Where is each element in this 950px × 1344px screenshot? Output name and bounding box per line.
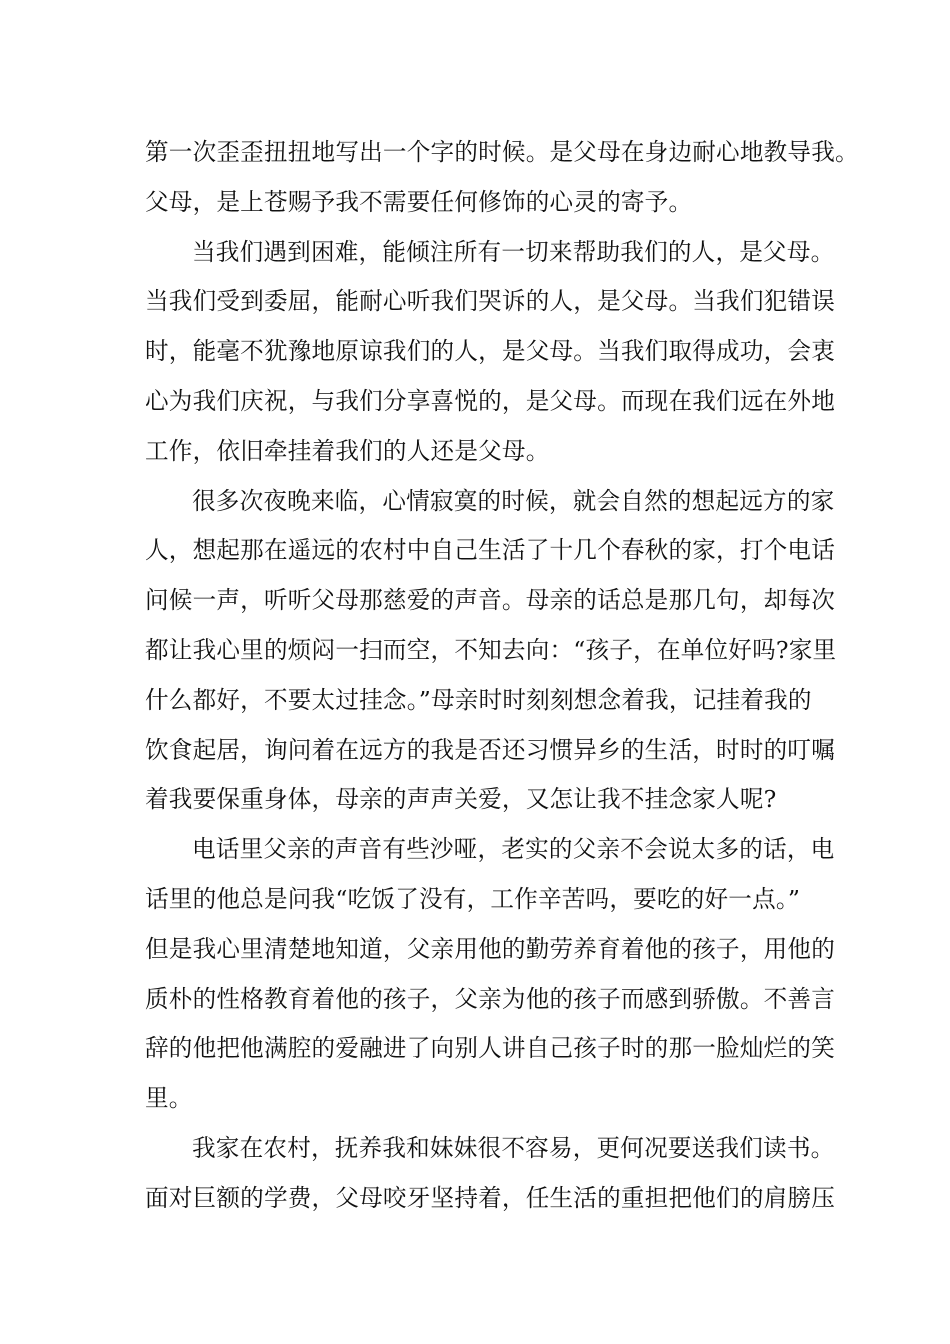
text-line: 时，能毫不犹豫地原谅我们的人，是父母。当我们取得成功，会衷 bbox=[145, 337, 836, 366]
text-line: 都让我心里的烦闷一扫而空，不知去向：“孩子，在单位好吗?家里 bbox=[145, 635, 837, 664]
paragraph-start-line: 很多次夜晚来临，心情寂寞的时候，就会自然的想起远方的家 bbox=[192, 486, 835, 515]
paragraph-start-line: 我家在农村，抚养我和妹妹很不容易，更何况要送我们读书。 bbox=[192, 1133, 835, 1162]
text-line: 当我们受到委屈，能耐心听我们哭诉的人，是父母。当我们犯错误 bbox=[145, 287, 836, 316]
text-line: 面对巨额的学费，父母咬牙坚持着，任生活的重担把他们的肩膀压 bbox=[145, 1183, 836, 1212]
text-line: 问候一声，听听父母那慈爱的声音。母亲的话总是那几句，却每次 bbox=[145, 586, 836, 615]
text-line: 心为我们庆祝，与我们分享喜悦的，是父母。而现在我们远在外地 bbox=[145, 386, 836, 415]
text-line: 话里的他总是问我“吃饭了没有，工作辛苦吗，要吃的好一点。” bbox=[145, 884, 801, 913]
text-line: 工作，依旧牵挂着我们的人还是父母。 bbox=[145, 436, 550, 465]
paragraph-start-line: 电话里父亲的声音有些沙哑，老实的父亲不会说太多的话，电 bbox=[192, 835, 835, 864]
text-line: 饮食起居，询问着在远方的我是否还习惯异乡的生活，时时的叮嘱 bbox=[145, 735, 836, 764]
text-line: 里。 bbox=[145, 1084, 193, 1113]
text-line: 什么都好，不要太过挂念。”母亲时时刻刻想念着我，记挂着我的 bbox=[145, 685, 812, 714]
text-line: 父母，是上苍赐予我不需要任何修饰的心灵的寄予。 bbox=[145, 187, 693, 216]
text-line: 辞的他把他满腔的爱融进了向别人讲自己孩子时的那一脸灿烂的笑 bbox=[145, 1034, 836, 1063]
text-line: 人，想起那在遥远的农村中自己生活了十几个春秋的家，打个电话 bbox=[145, 536, 836, 565]
text-line: 着我要保重身体，母亲的声声关爱，又怎让我不挂念家人呢? bbox=[145, 785, 777, 814]
paragraph-start-line: 当我们遇到困难，能倾注所有一切来帮助我们的人，是父母。 bbox=[192, 237, 835, 266]
text-line: 但是我心里清楚地知道，父亲用他的勤劳养育着他的孩子，用他的 bbox=[145, 934, 836, 963]
text-line: 质朴的性格教育着他的孩子，父亲为他的孩子而感到骄傲。不善言 bbox=[145, 984, 836, 1013]
text-line: 第一次歪歪扭扭地写出一个字的时候。是父母在身边耐心地教导我。 bbox=[145, 138, 859, 166]
document-body bbox=[145, 128, 859, 1224]
